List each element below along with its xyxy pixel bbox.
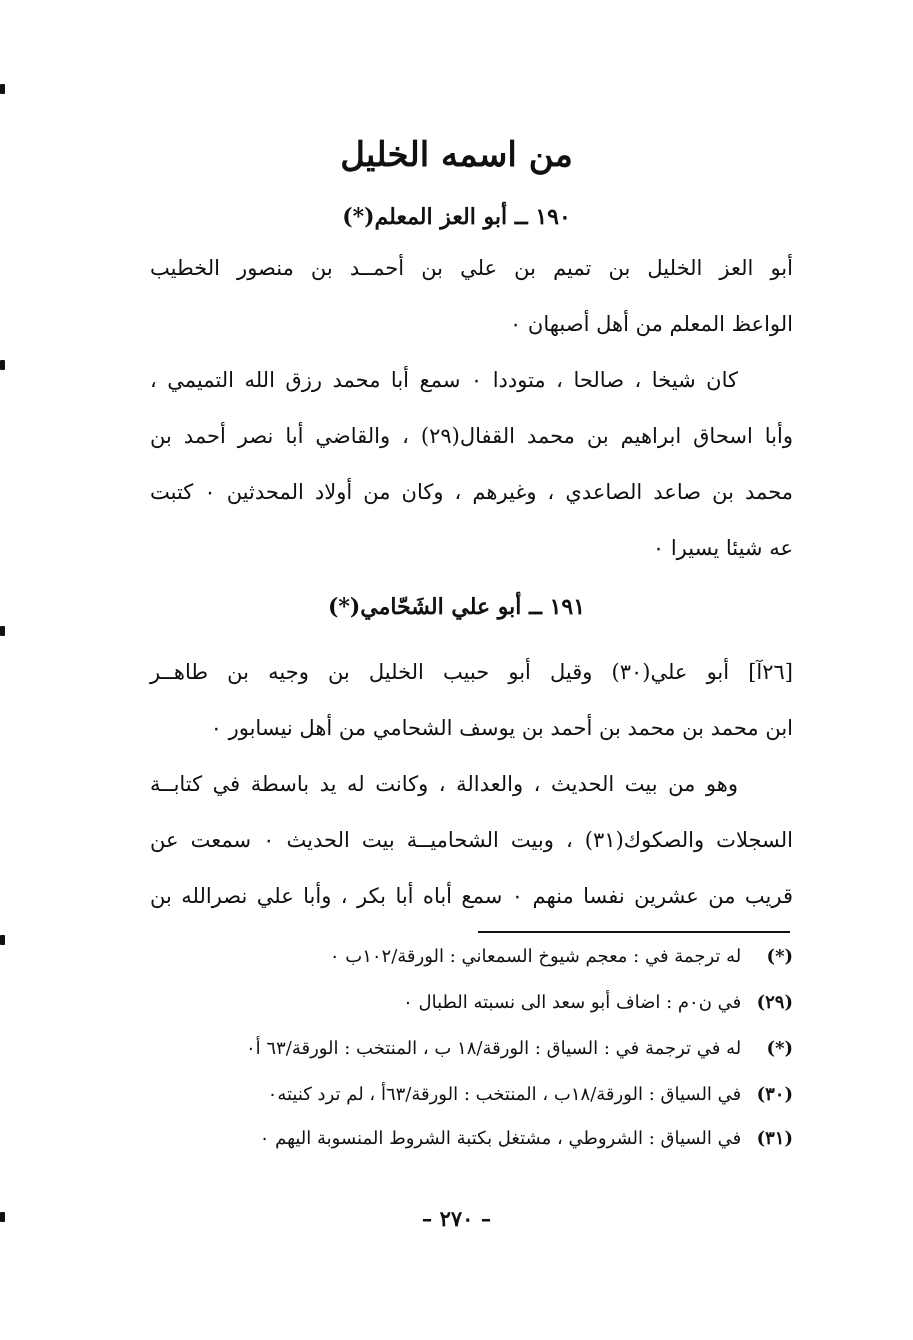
footnote-number: (٣٠) [756,1084,793,1105]
margin-mark [0,360,5,370]
footnote-number: (*) [766,1038,793,1059]
text-line: وهو من بيت الحديث ، والعدالة ، وكانت له يد باسطة في كتابــة [150,772,738,796]
text-line: عه شيئا يسيرا ٠ [652,536,793,560]
text-line: [٢٦آ] أبو علي(٣٠) وقيل أبو حبيب الخليل بن وجيه بن طاهــر [150,660,793,684]
text-line: قريب من عشرين نفسا منهم ٠ سمع أباه أبا بكر ، وأبا علي نصرالله بن [150,884,794,908]
footnote [145,988,793,1018]
footnote [145,1124,793,1154]
text-line: محمد بن صاعد الصاعدي ، وغيرهم ، وكان من أولاد المحدثين ٠ كتبت [150,480,793,504]
footnote-number: (٢٩) [756,992,793,1013]
text-line: الواعظ المعلم من أهل أصبهان ٠ [509,312,793,336]
footnote [145,942,793,972]
footnote-number: (٣١) [756,1128,793,1149]
footnote-text: في السياق : الورقة/١٨ب ، المنتخب : الورقة/٦٣أ ، لم ترد كنيته٠ [267,1084,742,1105]
entry-heading-190: ١٩٠ ــ أبو العز المعلم(*) [342,204,571,230]
margin-mark [0,935,5,945]
footnote-text: له في ترجمة في : السياق : الورقة/١٨ ب ، المنتخب : الورقة/٦٣ أ٠ [246,1038,742,1059]
footnote [145,1034,793,1064]
text-line: السجلات والصكوك(٣١) ، وبيت الشحاميــة بيت الحديث ٠ سمعت عن [150,828,793,852]
footnote-text: في ن٠م : اضاف أبو سعد الى نسبته الطبال ٠ [403,992,742,1013]
footnote-text: له ترجمة في : معجم شيوخ السمعاني : الورقة/١٠٢ب ٠ [329,946,742,967]
footnote-number: (*) [766,946,793,967]
text-line: وأبا اسحاق ابراهيم بن محمد القفال(٢٩) ، والقاضي أبا نصر أحمد بن [150,424,793,448]
text-line: أبو العز الخليل بن تميم بن علي بن أحمــد بن منصور الخطيب [150,256,793,280]
footnote-text: في السياق : الشروطي ، مشتغل بكتبة الشروط المنسوبة اليهم ٠ [259,1128,742,1149]
page-title: من اسمه الخليل [340,135,573,175]
entry-heading-191: ١٩١ ــ أبو علي الشَحّامي(*) [327,594,586,620]
page-number: – ٢٧٠ – [421,1206,492,1231]
text-line: كان شيخا ، صالحا ، متوددا ٠ سمع أبا محمد رزق الله التميمي ، [150,368,738,392]
margin-mark [0,84,5,94]
margin-mark [0,626,5,636]
text-line: ابن محمد بن محمد بن أحمد بن يوسف الشحامي من أهل نيسابور ٠ [210,716,793,740]
footnote-divider [478,931,790,933]
footnote [145,1080,793,1110]
